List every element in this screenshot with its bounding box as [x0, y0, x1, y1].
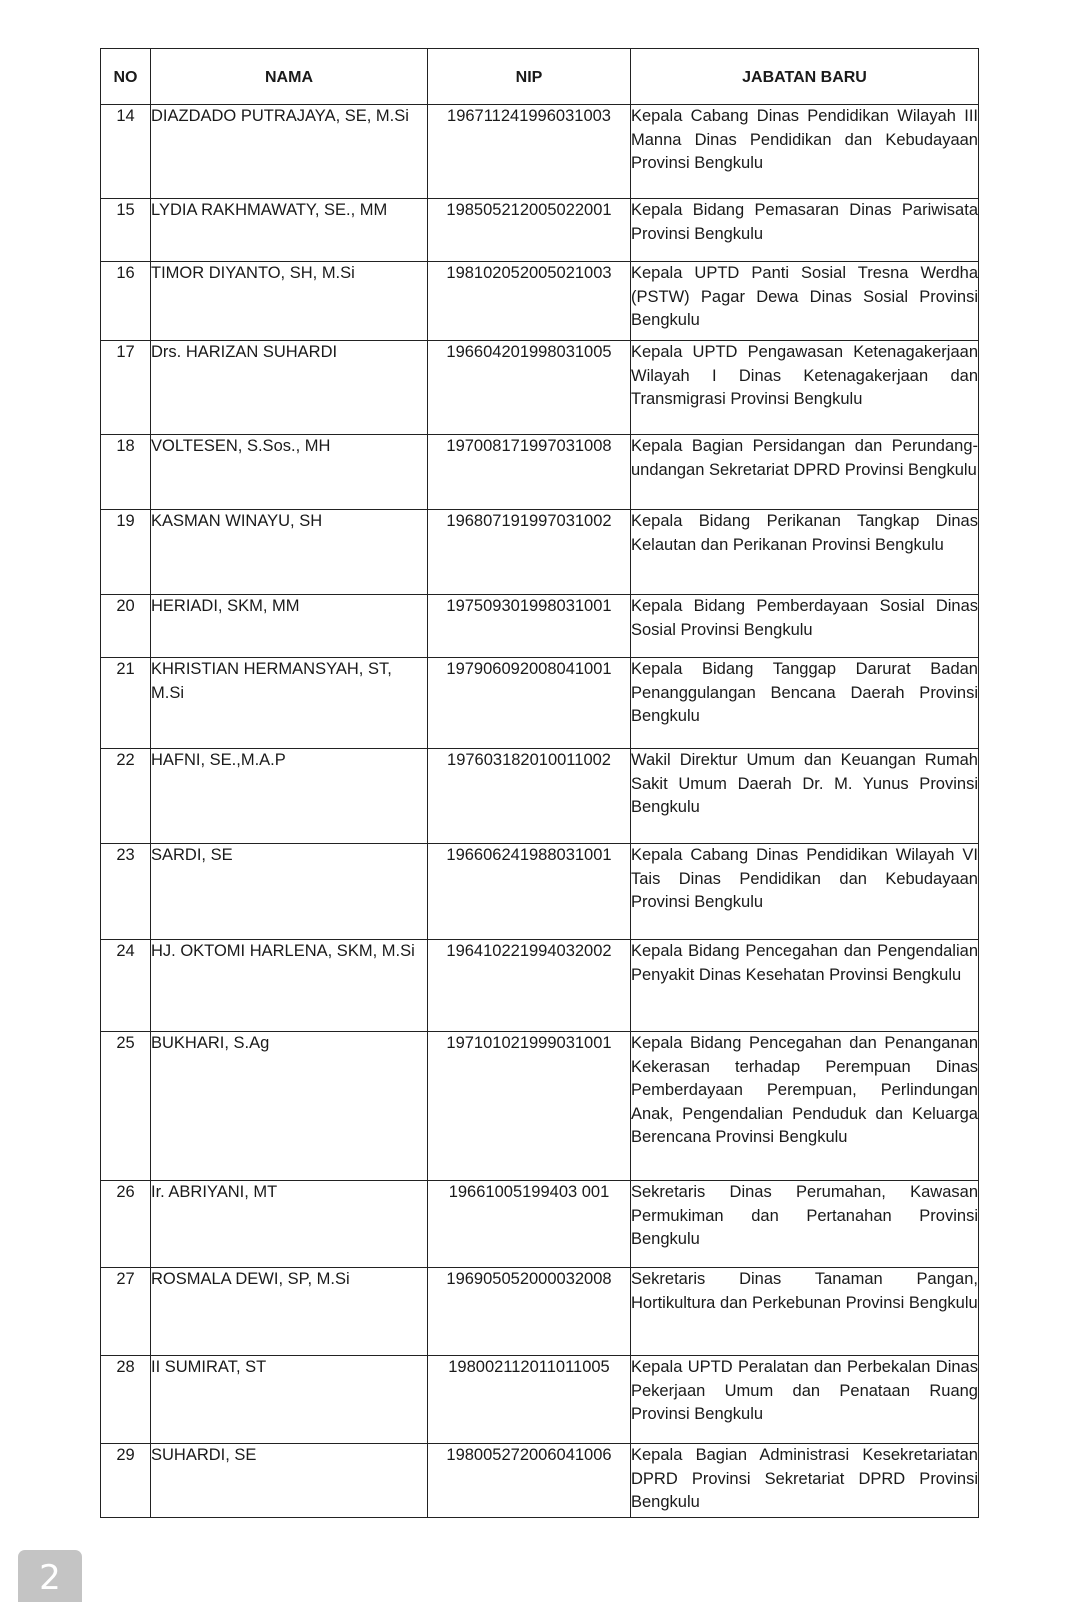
cell-no: 28 [101, 1356, 151, 1444]
cell-nip: 198505212005022001 [428, 199, 631, 262]
cell-nip: 196604201998031005 [428, 341, 631, 435]
cell-no: 25 [101, 1032, 151, 1181]
cell-jabatan: Sekretaris Dinas Tanaman Pangan, Hortikultura dan Perkebunan Provinsi Bengkulu [631, 1268, 979, 1356]
cell-nama: VOLTESEN, S.Sos., MH [151, 435, 428, 510]
table-row [101, 262, 979, 341]
cell-nip: 197008171997031008 [428, 435, 631, 510]
cell-nip: 198002112011011005 [428, 1356, 631, 1444]
cell-nip: 196711241996031003 [428, 105, 631, 199]
table-row [101, 1032, 979, 1181]
table-row [101, 510, 979, 595]
header-no: NO [101, 49, 151, 105]
header-nama: NAMA [151, 49, 428, 105]
cell-nama: HAFNI, SE.,M.A.P [151, 749, 428, 844]
cell-nama: SUHARDI, SE [151, 1444, 428, 1518]
cell-jabatan: Kepala Cabang Dinas Pendidikan Wilayah VI Tais Dinas Pendidikan dan Kebudayaan Provinsi Bengkulu [631, 844, 979, 940]
cell-no: 16 [101, 262, 151, 341]
table-row [101, 1268, 979, 1356]
table-row [101, 658, 979, 749]
cell-nama: HJ. OKTOMI HARLENA, SKM, M.Si [151, 940, 428, 1032]
cell-nama: SARDI, SE [151, 844, 428, 940]
cell-nip: 196807191997031002 [428, 510, 631, 595]
table-header-row [101, 49, 979, 105]
cell-no: 14 [101, 105, 151, 199]
cell-jabatan: Kepala Bidang Tanggap Darurat Badan Penanggulangan Bencana Daerah Provinsi Bengkulu [631, 658, 979, 749]
cell-nip: 197603182010011002 [428, 749, 631, 844]
table-row [101, 105, 979, 199]
table-row [101, 595, 979, 658]
cell-no: 19 [101, 510, 151, 595]
cell-jabatan: Kepala UPTD Panti Sosial Tresna Werdha (PSTW) Pagar Dewa Dinas Sosial Provinsi Bengkulu [631, 262, 979, 341]
cell-no: 18 [101, 435, 151, 510]
cell-nip: 198005272006041006 [428, 1444, 631, 1518]
table-row [101, 435, 979, 510]
cell-no: 23 [101, 844, 151, 940]
cell-jabatan: Kepala Bagian Administrasi Kesekretariatan DPRD Provinsi Sekretariat DPRD Provinsi Bengkulu [631, 1444, 979, 1518]
header-nip: NIP [428, 49, 631, 105]
cell-no: 27 [101, 1268, 151, 1356]
table-row [101, 1444, 979, 1518]
cell-jabatan: Wakil Direktur Umum dan Keuangan Rumah Sakit Umum Daerah Dr. M. Yunus Provinsi Bengkulu [631, 749, 979, 844]
table-row [101, 1181, 979, 1268]
table-row [101, 844, 979, 940]
cell-nama: KASMAN WINAYU, SH [151, 510, 428, 595]
table-row [101, 1356, 979, 1444]
cell-jabatan: Kepala Cabang Dinas Pendidikan Wilayah III Manna Dinas Pendidikan dan Kebudayaan Provinsi Bengkulu [631, 105, 979, 199]
table-row [101, 749, 979, 844]
personnel-table [100, 48, 979, 1518]
cell-nama: TIMOR DIYANTO, SH, M.Si [151, 262, 428, 341]
cell-nip: 197906092008041001 [428, 658, 631, 749]
cell-jabatan: Kepala UPTD Pengawasan Ketenagakerjaan Wilayah I Dinas Ketenagakerjaan dan Transmigrasi Provinsi Bengkulu [631, 341, 979, 435]
cell-nip: 19661005199403 001 [428, 1181, 631, 1268]
cell-nip: 196410221994032002 [428, 940, 631, 1032]
cell-nama: HERIADI, SKM, MM [151, 595, 428, 658]
cell-jabatan: Kepala Bidang Pemasaran Dinas Pariwisata Provinsi Bengkulu [631, 199, 979, 262]
cell-nip: 197509301998031001 [428, 595, 631, 658]
cell-jabatan: Kepala Bagian Persidangan dan Perundang-undangan Sekretariat DPRD Provinsi Bengkulu [631, 435, 979, 510]
page-number-badge: 2 [18, 1550, 82, 1602]
cell-nama: BUKHARI, S.Ag [151, 1032, 428, 1181]
table-row [101, 341, 979, 435]
cell-jabatan: Sekretaris Dinas Perumahan, Kawasan Permukiman dan Pertanahan Provinsi Bengkulu [631, 1181, 979, 1268]
cell-nama: ROSMALA DEWI, SP, M.Si [151, 1268, 428, 1356]
cell-jabatan: Kepala Bidang Pemberdayaan Sosial Dinas Sosial Provinsi Bengkulu [631, 595, 979, 658]
cell-no: 22 [101, 749, 151, 844]
cell-jabatan: Kepala Bidang Perikanan Tangkap Dinas Kelautan dan Perikanan Provinsi Bengkulu [631, 510, 979, 595]
cell-jabatan: Kepala Bidang Pencegahan dan Pengendalian Penyakit Dinas Kesehatan Provinsi Bengkulu [631, 940, 979, 1032]
cell-nip: 196606241988031001 [428, 844, 631, 940]
cell-no: 17 [101, 341, 151, 435]
cell-nama: Ir. ABRIYANI, MT [151, 1181, 428, 1268]
cell-nama: KHRISTIAN HERMANSYAH, ST, M.Si [151, 658, 428, 749]
cell-nama: LYDIA RAKHMAWATY, SE., MM [151, 199, 428, 262]
table-row [101, 199, 979, 262]
cell-nama: II SUMIRAT, ST [151, 1356, 428, 1444]
cell-no: 20 [101, 595, 151, 658]
cell-nip: 196905052000032008 [428, 1268, 631, 1356]
cell-no: 21 [101, 658, 151, 749]
cell-nama: Drs. HARIZAN SUHARDI [151, 341, 428, 435]
cell-jabatan: Kepala UPTD Peralatan dan Perbekalan Dinas Pekerjaan Umum dan Penataan Ruang Provinsi Bengkulu [631, 1356, 979, 1444]
cell-no: 29 [101, 1444, 151, 1518]
header-jabatan-baru: JABATAN BARU [631, 49, 979, 105]
cell-nip: 197101021999031001 [428, 1032, 631, 1181]
cell-jabatan: Kepala Bidang Pencegahan dan Penanganan Kekerasan terhadap Perempuan Dinas Pemberdayaan Perempuan, Perlindungan Anak, Pengendalian Penduduk dan Keluarga Berencana Provinsi Bengkulu [631, 1032, 979, 1181]
cell-nip: 198102052005021003 [428, 262, 631, 341]
cell-no: 24 [101, 940, 151, 1032]
cell-no: 15 [101, 199, 151, 262]
cell-nama: DIAZDADO PUTRAJAYA, SE, M.Si [151, 105, 428, 199]
cell-no: 26 [101, 1181, 151, 1268]
table-row [101, 940, 979, 1032]
